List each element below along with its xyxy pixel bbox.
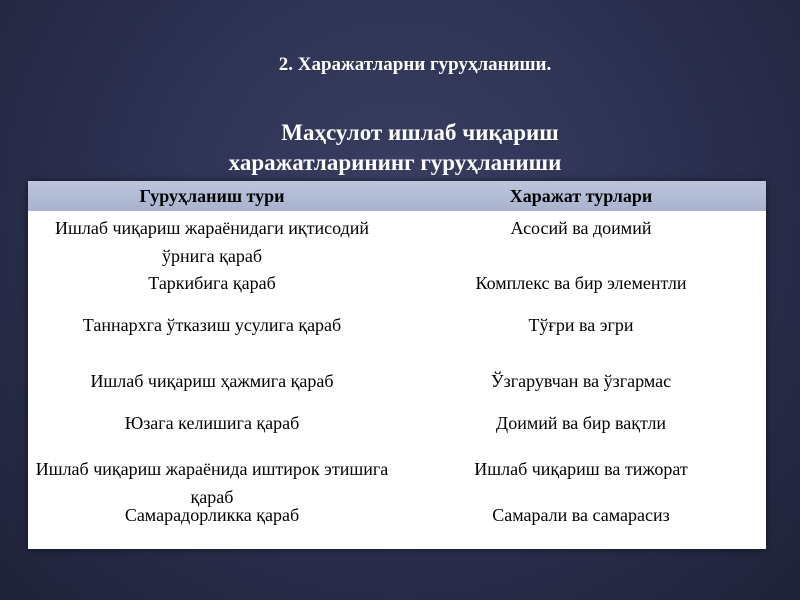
table-row	[28, 503, 766, 543]
cost-types-cell: Тўғри ва эгри	[528, 315, 634, 335]
cost-types-cell: Ўзгарувчан ва ўзгармас	[490, 371, 672, 391]
heading-line-1: Маҳсулот ишлаб чиқариш	[281, 120, 559, 145]
header-grouping-type: Гуруҳланиш тури	[139, 186, 285, 206]
heading-line-2: харажатларининг гуруҳланиши	[228, 150, 562, 175]
cost-types-cell: Асосий ва доимий	[510, 218, 652, 238]
grouping-type-cell: Таркибига қараб	[148, 273, 276, 293]
grouping-type-cell: Ишлаб чиқариш ҳажмига қараб	[90, 371, 334, 391]
grouping-type-cell: Ишлаб чиқариш жараёнида иштирок этишига қараб	[35, 459, 389, 507]
table-row	[28, 411, 766, 453]
table-body	[28, 211, 766, 543]
table-row	[28, 311, 766, 369]
grouping-type-cell: Таннархга ўтказиш усулига қараб	[82, 315, 342, 335]
slide-heading	[0, 118, 800, 178]
cost-types-cell: Самарали ва самарасиз	[492, 505, 670, 525]
grouping-type-cell: Ишлаб чиқариш жараёнидаги иқтисодий ўрнига қараб	[54, 218, 369, 266]
classification-table	[28, 181, 766, 549]
section-title: 2. Харажатларни гуруҳланиши.	[278, 54, 552, 75]
cost-types-cell: Комплекс ва бир элементли	[475, 273, 687, 293]
table-header-row	[28, 181, 766, 211]
cost-types-cell: Доимий ва бир вақтли	[495, 413, 667, 433]
table-row	[28, 453, 766, 507]
table-row	[28, 271, 766, 311]
grouping-type-cell: Самарадорликка қараб	[124, 505, 300, 525]
table-row	[28, 211, 766, 271]
header-cost-types: Харажат турлари	[509, 186, 653, 206]
table-row	[28, 369, 766, 411]
grouping-type-cell: Юзага келишига қараб	[124, 413, 300, 433]
cost-types-cell: Ишлаб чиқариш ва тижорат	[474, 459, 688, 479]
